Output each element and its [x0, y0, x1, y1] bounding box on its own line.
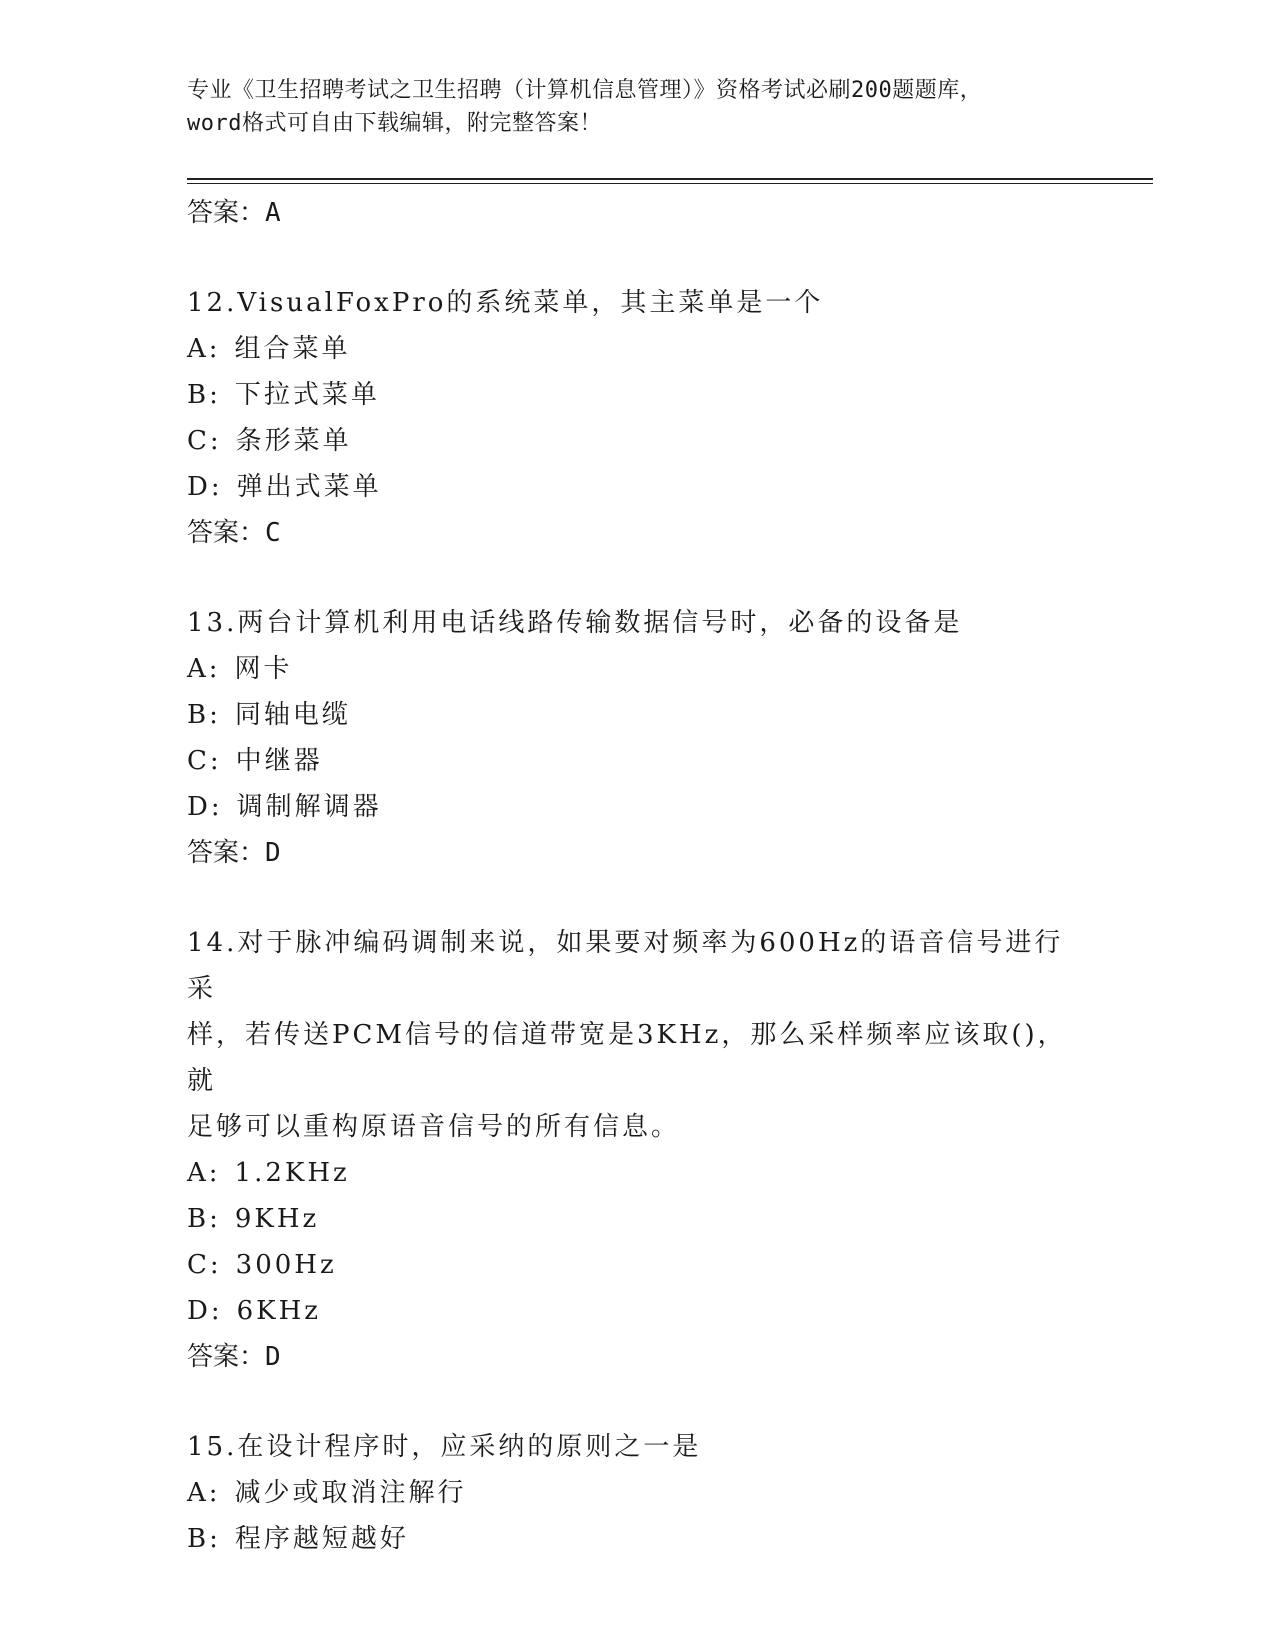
option-text: 条形菜单 [235, 426, 352, 456]
option-row [187, 1470, 1087, 1516]
option-letter: B: [187, 380, 221, 410]
option-text: 下拉式菜单 [234, 380, 380, 410]
option-row [187, 372, 1087, 418]
question-stem-line: 样，若传送PCM信号的信道带宽是3KHz，那么采样频率应该取()，就 [187, 1020, 1067, 1096]
option-row [187, 646, 1087, 692]
option-text: 300Hz [235, 1250, 337, 1280]
header-line-2: word格式可自由下载编辑，附完整答案！ [187, 111, 602, 136]
option-letter: A: [187, 334, 221, 364]
option-text: 减少或取消注解行 [234, 1478, 467, 1508]
option-row [187, 1288, 1087, 1334]
question-spacer [187, 236, 1087, 280]
header-divider-thin [187, 183, 1153, 184]
option-text: 组合菜单 [234, 334, 351, 364]
header-line-1: 专业《卫生招聘考试之卫生招聘（计算机信息管理）》资格考试必刷200题题库， [187, 78, 983, 103]
header-divider [187, 178, 1153, 180]
option-text: 1.2KHz [234, 1158, 350, 1188]
option-letter: D: [187, 1296, 223, 1326]
option-letter: B: [187, 700, 221, 730]
option-text: 弹出式菜单 [236, 472, 382, 502]
question-stem-line: 14.对于脉冲编码调制来说，如果要对频率为600Hz的语音信号进行采 [187, 928, 1064, 1004]
answer-line: 答案：D [187, 838, 281, 868]
option-row [187, 784, 1087, 830]
document-header [187, 74, 1087, 140]
option-letter: B: [187, 1204, 221, 1234]
question-stem-line: 13.两台计算机利用电话线路传输数据信号时，必备的设备是 [187, 608, 963, 638]
question-block [187, 920, 1087, 1380]
question-block [187, 280, 1087, 556]
option-text: 6KHz [236, 1296, 321, 1326]
option-row [187, 418, 1087, 464]
question-spacer [187, 1380, 1087, 1424]
option-letter: C: [187, 426, 222, 456]
document-body [187, 190, 1087, 1562]
answer-line: 答案：A [187, 198, 281, 228]
option-row [187, 1242, 1087, 1288]
answer-line: 答案：D [187, 1342, 281, 1372]
option-text: 网卡 [234, 654, 293, 684]
option-letter: A: [187, 1478, 221, 1508]
question-spacer [187, 556, 1087, 600]
option-row [187, 1196, 1087, 1242]
question-block [187, 1424, 1087, 1562]
option-text: 9KHz [234, 1204, 320, 1234]
option-text: 中继器 [235, 746, 323, 776]
option-row [187, 1150, 1087, 1196]
option-letter: D: [187, 472, 223, 502]
question-stem-line: 15.在设计程序时，应采纳的原则之一是 [187, 1432, 702, 1462]
option-letter: A: [187, 1158, 221, 1188]
question-stem-line: 足够可以重构原语音信号的所有信息。 [187, 1112, 681, 1142]
option-row [187, 326, 1087, 372]
option-letter: B: [187, 1524, 221, 1554]
option-row [187, 692, 1087, 738]
option-text: 程序越短越好 [234, 1524, 409, 1554]
option-row [187, 738, 1087, 784]
option-letter: D: [187, 792, 223, 822]
option-row [187, 1516, 1087, 1562]
option-row [187, 464, 1087, 510]
option-letter: A: [187, 654, 221, 684]
option-letter: C: [187, 746, 222, 776]
question-block [187, 600, 1087, 876]
option-letter: C: [187, 1250, 222, 1280]
option-text: 同轴电缆 [234, 700, 351, 730]
option-text: 调制解调器 [236, 792, 382, 822]
question-spacer [187, 876, 1087, 920]
answer-line: 答案：C [187, 518, 281, 548]
question-stem-line: 12.VisualFoxPro的系统菜单，其主菜单是一个 [187, 288, 824, 318]
